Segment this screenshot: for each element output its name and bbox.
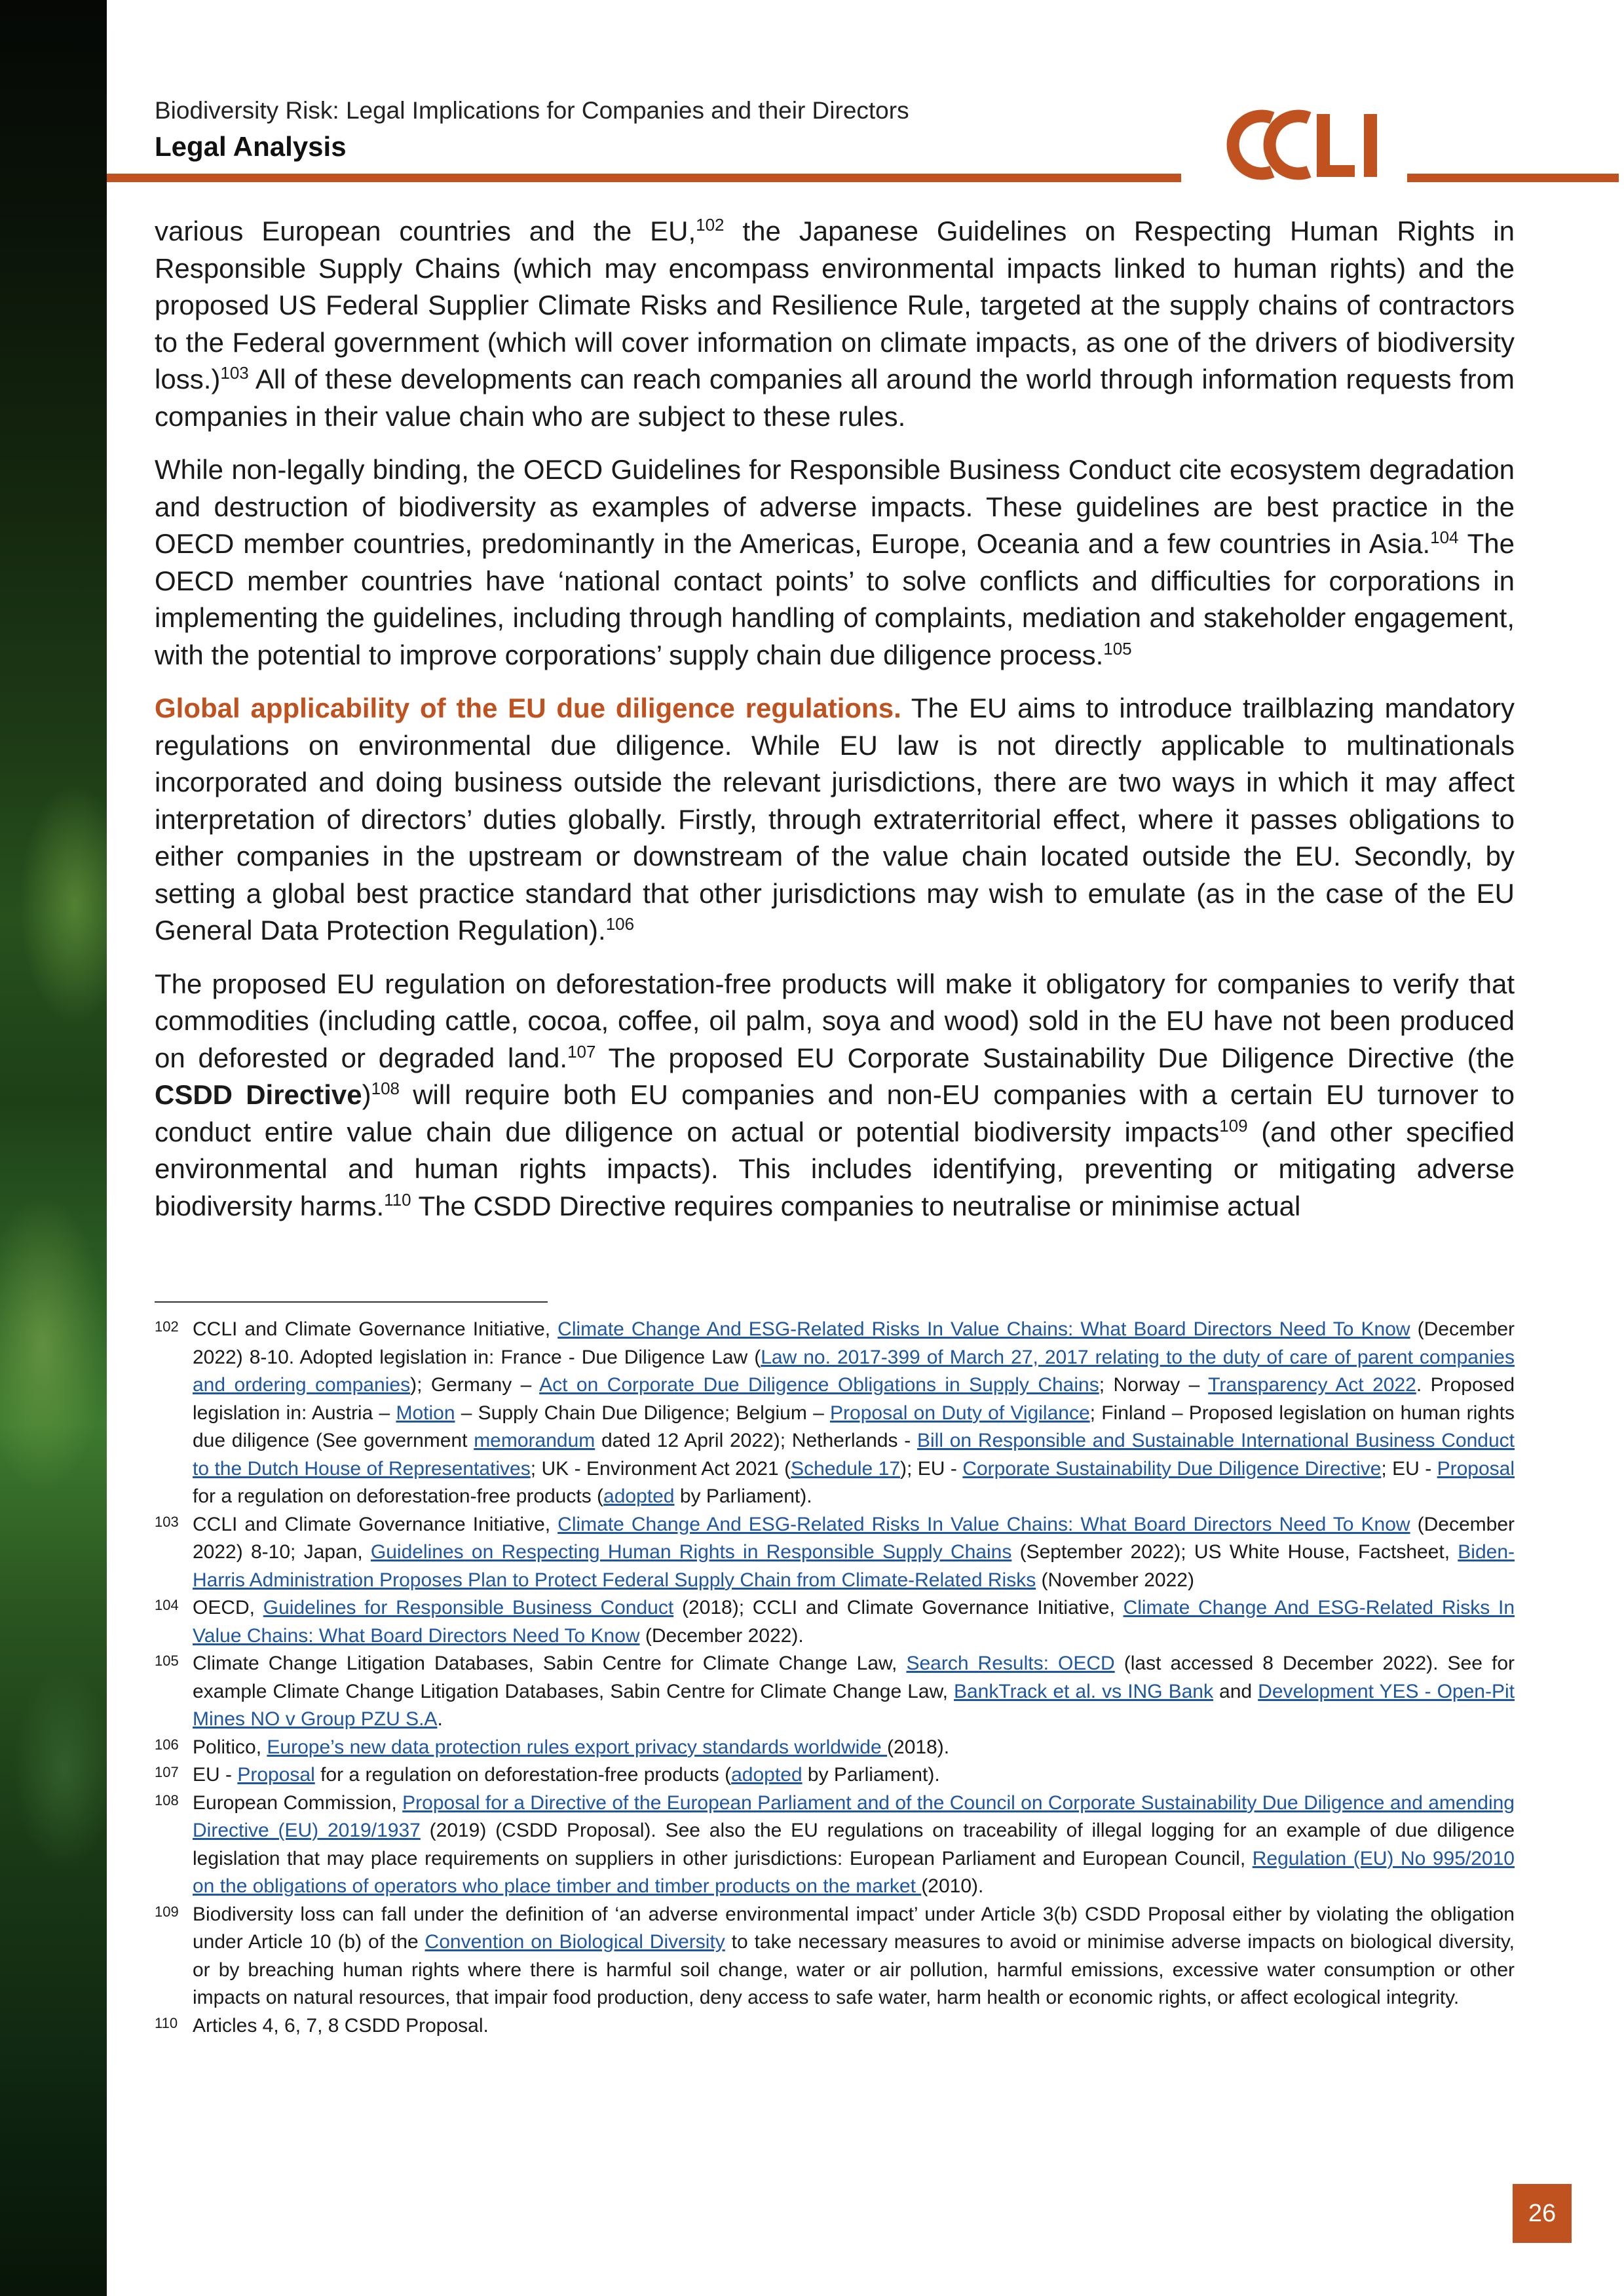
page-number: 26 xyxy=(1513,2184,1572,2243)
ccli-logo xyxy=(1204,105,1394,185)
footnote-ref-105[interactable]: 105 xyxy=(1103,638,1132,659)
footnote-104: 104 OECD, Guidelines for Responsible Business Conduct (2018); CCLI and Climate Governance Initiative, Climate Change And ESG-Related Risks In Value Chains: What Board Directors Need To Know (December 2022). xyxy=(155,1594,1515,1650)
footnote-link[interactable]: memorandum xyxy=(474,1430,595,1451)
footnote-link[interactable]: Guidelines for Responsible Business Conduct xyxy=(263,1597,674,1618)
footnote-link[interactable]: Development YES - Open-Pit Mines NO v Group PZU S.A xyxy=(193,1680,1515,1730)
footnote-link[interactable]: adopted xyxy=(603,1485,675,1507)
footnote-number: 102 xyxy=(155,1318,179,1335)
footnote-ref-103[interactable]: 103 xyxy=(220,363,249,383)
footnote-link[interactable]: adopted xyxy=(731,1764,803,1786)
footnote-109: 109 Biodiversity loss can fall under the definition of ‘an adverse environmental impact’ under Article 3(b) CSDD Proposal either by violating the obligation under Article 10 (b) of the Convention on Biological Diversity to take necessary measures to avoid or minimise adverse impacts on biological diversity, or by breaching human rights where there is harmful soil change, water or air pollution, harmful emissions, excessive water consumption or other impacts on natural resources, that impair food production, deny access to safe water, harm health or economic rights, or affect ecological integrity. xyxy=(155,1901,1515,2012)
header-rule-left xyxy=(107,174,1181,182)
footnote-link[interactable]: Proposal for a Directive of the European Parliament and of the Council on Corporate Sustainability Due Diligence and amending Directive (EU) 2019/1937 xyxy=(193,1791,1515,1841)
footnote-number: 108 xyxy=(155,1791,179,1808)
footnote-103: 103 CCLI and Climate Governance Initiative, Climate Change And ESG-Related Risks In Value Chains: What Board Directors Need To Know (December 2022) 8-10; Japan, Guidelines on Respecting Human Rights in Responsible Supply Chains (September 2022); US White House, Factsheet, Biden-Harris Administration Proposes Plan to Protect Federal Supply Chain from Climate-Related Risks (November 2022) xyxy=(155,1511,1515,1595)
paragraph-2: While non-legally binding, the OECD Guidelines for Responsible Business Conduct cite ecosystem degradation and destruction of biodiversity as examples of adverse impacts. These guidelines are best practice in the OECD member countries, predominantly in the Americas, Europe, Oceania and a few countries in Asia.$^{104}$ The OECD member countries have ‘national contact points’ to solve conflicts and difficulties for corporations in implementing the guidelines, including through handling of complaints, mediation and stakeholder engagement, with the potential to improve corporations’ supply chain due diligence process.$^{105}$ xyxy=(155,454,1515,670)
footnote-link[interactable]: Act on Corporate Due Diligence Obligations in Supply Chains xyxy=(539,1374,1099,1396)
footnote-number: 104 xyxy=(155,1597,179,1613)
footnote-link[interactable]: Europe’s new data protection rules export privacy standards worldwide xyxy=(267,1736,888,1758)
footnote-number: 110 xyxy=(155,2014,178,2031)
document-subtitle: Biodiversity Risk: Legal Implications for Companies and their Directors xyxy=(155,97,909,124)
paragraph-1: various European countries and the EU,$^{102}$ the Japanese Guidelines on Respecting Human Rights in Responsible Supply Chains (which may encompass environmental impacts linked to human rights) and the proposed US Federal Supplier Climate Risks and Resilience Rule, targeted at the supply chains of contractors to the Federal government (which will cover information on climate impacts, as one of the drivers of biodiversity loss.)$^{103}$ All of these developments can reach companies all around the world through information requests from companies in their value chain who are subject to these rules. xyxy=(155,215,1515,432)
section-title: Legal Analysis xyxy=(155,131,347,162)
footnote-link[interactable]: Climate Change And ESG-Related Risks In Value Chains: What Board Directors Need To Know xyxy=(193,1597,1515,1647)
footnote-ref-108[interactable]: 108 xyxy=(371,1079,400,1098)
footnote-link[interactable]: Climate Change And ESG-Related Risks In Value Chains: What Board Directors Need To Know xyxy=(557,1318,1410,1340)
footnote-link[interactable]: Bill on Responsible and Sustainable International Business Conduct to the Dutch House of Representatives xyxy=(193,1430,1515,1480)
footnote-link[interactable]: Motion xyxy=(396,1402,455,1424)
footnote-link[interactable]: Guidelines on Respecting Human Rights in Responsible Supply Chains xyxy=(370,1541,1012,1563)
page-header xyxy=(155,93,1203,165)
footnote-ref-107[interactable]: 107 xyxy=(567,1041,596,1062)
footnote-link[interactable]: Proposal xyxy=(237,1764,315,1786)
defined-term: CSDD Directive xyxy=(155,1079,362,1110)
footnote-ref-106[interactable]: 106 xyxy=(605,914,635,934)
footnote-separator xyxy=(155,1301,548,1303)
paragraph-heading: Global applicability of the EU due diligence regulations. xyxy=(155,693,901,723)
footnote-link[interactable]: Climate Change And ESG-Related Risks In Value Chains: What Board Directors Need To Know xyxy=(557,1513,1410,1535)
footnote-number: 103 xyxy=(155,1513,179,1530)
footnote-link[interactable]: Law no. 2017-399 of March 27, 2017 relating to the duty of care of parent companies and ordering companies xyxy=(193,1346,1515,1396)
footnote-ref-102[interactable]: 102 xyxy=(696,215,725,235)
footnote-link[interactable]: Convention on Biological Diversity xyxy=(425,1931,725,1953)
footnotes xyxy=(155,1316,1515,2040)
footnote-106: 106 Politico, Europe’s new data protection rules export privacy standards worldwide (2018). xyxy=(155,1734,1515,1762)
footnote-link[interactable]: Proposal xyxy=(1437,1457,1515,1480)
footnote-107: 107 EU - Proposal for a regulation on deforestation-free products (adopted by Parliament). xyxy=(155,1761,1515,1789)
footnote-102: 102 CCLI and Climate Governance Initiative, Climate Change And ESG-Related Risks In Value Chains: What Board Directors Need To Know (December 2022) 8-10. Adopted legislation in: France - Due Diligence Law (Law no. 2017-399 of March 27, 2017 relating to the duty of care of parent companies and ordering companies); Germany – Act on Corporate Due Diligence Obligations in Supply Chains; Norway – Transparency Act 2022. Proposed legislation in: Austria – Motion – Supply Chain Due Diligence; Belgium – Proposal on Duty of Vigilance; Finland – Proposed legislation on human rights due diligence (See government memorandum dated 12 April 2022); Netherlands - Bill on Responsible and Sustainable International Business Conduct to the Dutch House of Representatives; UK - Environment Act 2021 (Schedule 17); EU - Corporate Sustainability Due Diligence Directive; EU - Proposal for a regulation on deforestation-free products (adopted by Parliament). xyxy=(155,1316,1515,1511)
footnote-ref-109[interactable]: 109 xyxy=(1219,1115,1248,1136)
footnote-link[interactable]: Search Results: OECD xyxy=(906,1653,1115,1674)
main-body xyxy=(155,213,1515,1241)
side-photo-strip xyxy=(0,0,107,2296)
header-rule-right xyxy=(1407,174,1619,182)
footnote-link[interactable]: Schedule 17 xyxy=(791,1457,901,1480)
footnote-110: 110 Articles 4, 6, 7, 8 CSDD Proposal. xyxy=(155,2012,1515,2040)
footnote-link[interactable]: Proposal on Duty of Vigilance xyxy=(830,1402,1090,1424)
footnote-link[interactable]: Corporate Sustainability Due Diligence Directive xyxy=(962,1457,1382,1480)
footnote-number: 106 xyxy=(155,1736,179,1753)
paragraph-4: The proposed EU regulation on deforestation-free products will make it obligatory for companies to verify that commodities (including cattle, cocoa, coffee, oil palm, soya and wood) sold in the EU have not been produced on deforested or degraded land.$^{107}$ The proposed EU Corporate Sustainability Due Diligence Directive (the CSDD Directive)$^{108}$ will require both EU companies and non-EU companies with a certain EU turnover to conduct entire value chain due diligence on actual or potential biodiversity impacts$^{109}$ (and other specified environmental and human rights impacts). This includes identifying, preventing or mitigating adverse biodiversity harms.$^{110}$ The CSDD Directive requires companies to neutralise or minimise actual xyxy=(155,968,1515,1221)
paragraph-3: Global applicability of the EU due diligence regulations. The EU aims to introduce trailblazing mandatory regulations on environmental due diligence. While EU law is not directly applicable to multinationals incorporated and doing business outside the relevant jurisdictions, there are two ways in which it may affect interpretation of directors’ duties globally. Firstly, through extraterritorial effect, where it passes obligations to either companies in the upstream or downstream of the value chain located outside the EU. Secondly, by setting a global best practice standard that other jurisdictions may wish to emulate (as in the case of the EU General Data Protection Regulation).$^{106}$ xyxy=(155,693,1515,946)
footnote-link[interactable]: Biden-Harris Administration Proposes Plan to Protect Federal Supply Chain from Climate-Related Risks xyxy=(193,1541,1515,1591)
footnote-link[interactable]: BankTrack et al. vs ING Bank xyxy=(953,1680,1213,1702)
footnote-number: 107 xyxy=(155,1764,179,1780)
footnote-number: 109 xyxy=(155,1903,179,1920)
footnote-link[interactable]: Regulation (EU) No 995/2010 on the obligations of operators who place timber and timber products on the market xyxy=(193,1847,1515,1897)
footnote-number: 105 xyxy=(155,1653,179,1669)
footnote-link[interactable]: Transparency Act 2022 xyxy=(1208,1374,1416,1396)
footnote-ref-110[interactable]: 110 xyxy=(384,1189,411,1210)
footnote-ref-104[interactable]: 104 xyxy=(1430,527,1459,547)
footnote-105: 105 Climate Change Litigation Databases, Sabin Centre for Climate Change Law, Search Results: OECD (last accessed 8 December 2022). See for example Climate Change Litigation Databases, Sabin Centre for Climate Change Law, BankTrack et al. vs ING Bank and Development YES - Open-Pit Mines NO v Group PZU S.A. xyxy=(155,1650,1515,1734)
footnote-108: 108 European Commission, Proposal for a Directive of the European Parliament and of the Council on Corporate Sustainability Due Diligence and amending Directive (EU) 2019/1937 (2019) (CSDD Proposal). See also the EU regulations on traceability of illegal logging for an example of due diligence legislation that may place requirements on suppliers in other jurisdictions: European Parliament and European Council, Regulation (EU) No 995/2010 on the obligations of operators who place timber and timber products on the market (2010). xyxy=(155,1789,1515,1901)
